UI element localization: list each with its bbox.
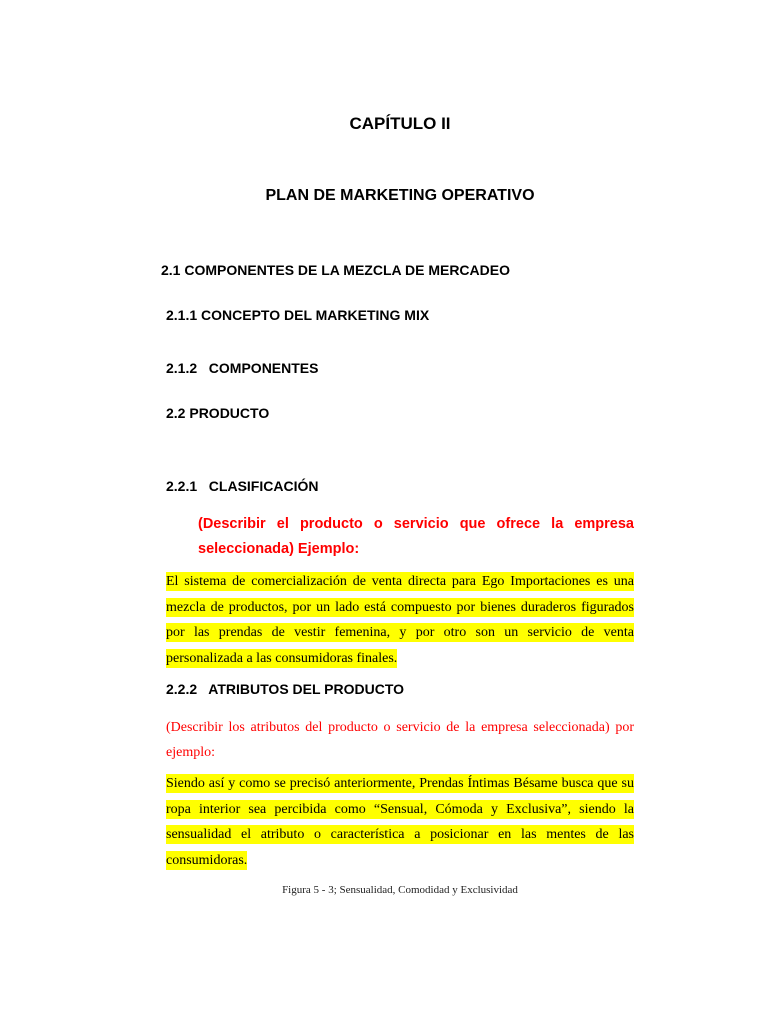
chapter-title: CAPÍTULO II — [349, 114, 451, 133]
instruction-classification: (Describir el producto o servicio que ofrece la empresa seleccionada) Ejemplo: — [198, 516, 634, 557]
example-attributes-paragraph — [166, 771, 634, 873]
section-title: PLAN DE MARKETING OPERATIVO — [265, 187, 535, 204]
heading-2-2-2: 2.2.2 ATRIBUTOS DEL PRODUCTO — [166, 681, 405, 697]
heading-2-2: 2.2 PRODUCTO — [166, 405, 270, 421]
highlighted-text: Siendo así y como se precisó anteriormente, Prendas Íntimas Bésame busca que su ropa interior sea percibida como “Sensual, Cómoda y Exclusiva”, siendo la sensualidad el atributo o característica a posicionar en las mentes de las consumidoras. — [166, 776, 634, 868]
heading-2-1: 2.1 COMPONENTES DE LA MEZCLA DE MERCADEO — [161, 262, 510, 278]
figure-caption: Figura 5 - 3; Sensualidad, Comodidad y Exclusividad — [282, 884, 518, 896]
heading-2-1-2: 2.1.2 COMPONENTES — [166, 360, 319, 376]
heading-2-2-1: 2.2.1 CLASIFICACIÓN — [166, 478, 319, 494]
instruction-attributes: (Describir los atributos del producto o servicio de la empresa seleccionada) por ejemplo: — [166, 720, 634, 760]
example-classification-paragraph — [166, 569, 634, 671]
heading-2-1-1: 2.1.1 CONCEPTO DEL MARKETING MIX — [166, 307, 430, 323]
highlighted-text: El sistema de comercialización de venta directa para Ego Importaciones es una mezcla de productos, por un lado está compuesto por bienes duraderos figurados por las prendas de vestir femenina, y por otro son un servicio de venta personalizada a las consumidoras finales. — [166, 574, 634, 666]
